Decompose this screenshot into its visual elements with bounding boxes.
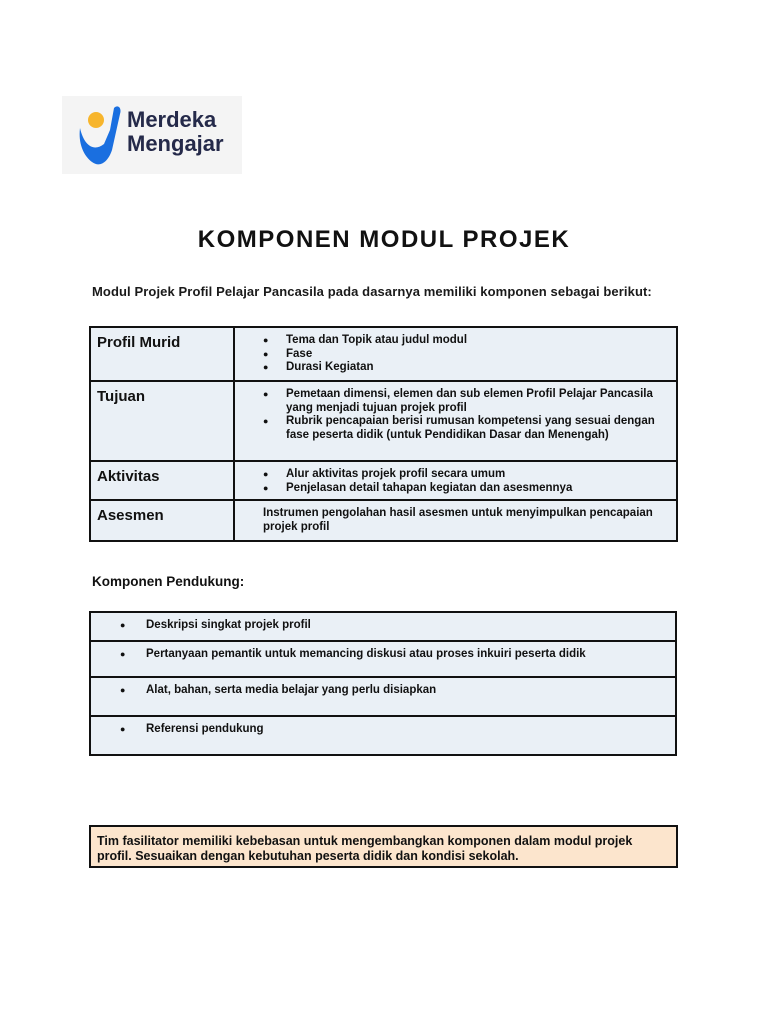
logo-wordmark <box>127 108 224 156</box>
list-item: ● Alur aktivitas projek profil secara umum <box>263 468 668 482</box>
list-item: ● Durasi Kegiatan <box>263 361 668 375</box>
support-cell <box>90 716 676 755</box>
merdeka-mengajar-logo <box>62 96 242 174</box>
list-item: ● Fase <box>263 348 668 362</box>
row-label: Aktivitas <box>90 461 234 500</box>
bullet-icon: ● <box>120 724 126 734</box>
table-row <box>90 677 676 716</box>
logo-line-1: Merdeka <box>127 107 217 132</box>
merdeka-mengajar-logo-icon <box>74 100 124 168</box>
facilitator-note: Tim fasilitator memiliki kebebasan untuk mengembangkan komponen dalam modul projek profil. Sesuaikan dengan kebutuhan peserta didik dan kondisi sekolah. <box>89 825 678 868</box>
table-row <box>90 500 677 541</box>
bullet-icon: ● <box>120 685 126 695</box>
row-label: Asesmen <box>90 500 234 541</box>
support-item: Pertanyaan pemantik untuk memancing diskusi atau proses inkuiri peserta didik <box>146 648 586 660</box>
row-label: Profil Murid <box>90 327 234 381</box>
table-row <box>90 612 676 641</box>
intro-text: Modul Projek Profil Pelajar Pancasila pada dasarnya memiliki komponen sebagai berikut: <box>92 284 652 299</box>
support-item: Referensi pendukung <box>146 723 264 735</box>
support-table <box>89 611 677 756</box>
page-title: KOMPONEN MODUL PROJEK <box>197 226 571 253</box>
list-item: ● Tema dan Topik atau judul modul <box>263 334 668 348</box>
support-title: Komponen Pendukung: <box>92 574 245 589</box>
list-item: ● Rubrik pencapaian berisi rumusan kompetensi yang sesuai dengan fase peserta didik (untuk Pendidikan Dasar dan Menengah) <box>263 415 668 442</box>
table-row <box>90 381 677 461</box>
bullet-icon: ● <box>120 620 126 630</box>
logo-line-2: Mengajar <box>127 131 224 156</box>
table-row <box>90 461 677 500</box>
row-content <box>234 327 677 381</box>
components-table <box>89 326 678 542</box>
support-item: Deskripsi singkat projek profil <box>146 619 311 631</box>
row-content <box>234 381 677 461</box>
row-label: Tujuan <box>90 381 234 461</box>
table-row <box>90 327 677 381</box>
list-item: ● Penjelasan detail tahapan kegiatan dan asesmennya <box>263 482 668 496</box>
table-row <box>90 716 676 755</box>
table-row <box>90 641 676 677</box>
support-cell <box>90 612 676 641</box>
row-content <box>234 461 677 500</box>
list-item: ● Pemetaan dimensi, elemen dan sub elemen Profil Pelajar Pancasila yang menjadi tujuan projek profil <box>263 388 668 415</box>
bullet-icon: ● <box>120 649 126 659</box>
support-item: Alat, bahan, serta media belajar yang perlu disiapkan <box>146 684 437 696</box>
row-content: Instrumen pengolahan hasil asesmen untuk menyimpulkan pencapaian projek profil <box>234 500 677 541</box>
support-cell <box>90 641 676 677</box>
support-cell <box>90 677 676 716</box>
